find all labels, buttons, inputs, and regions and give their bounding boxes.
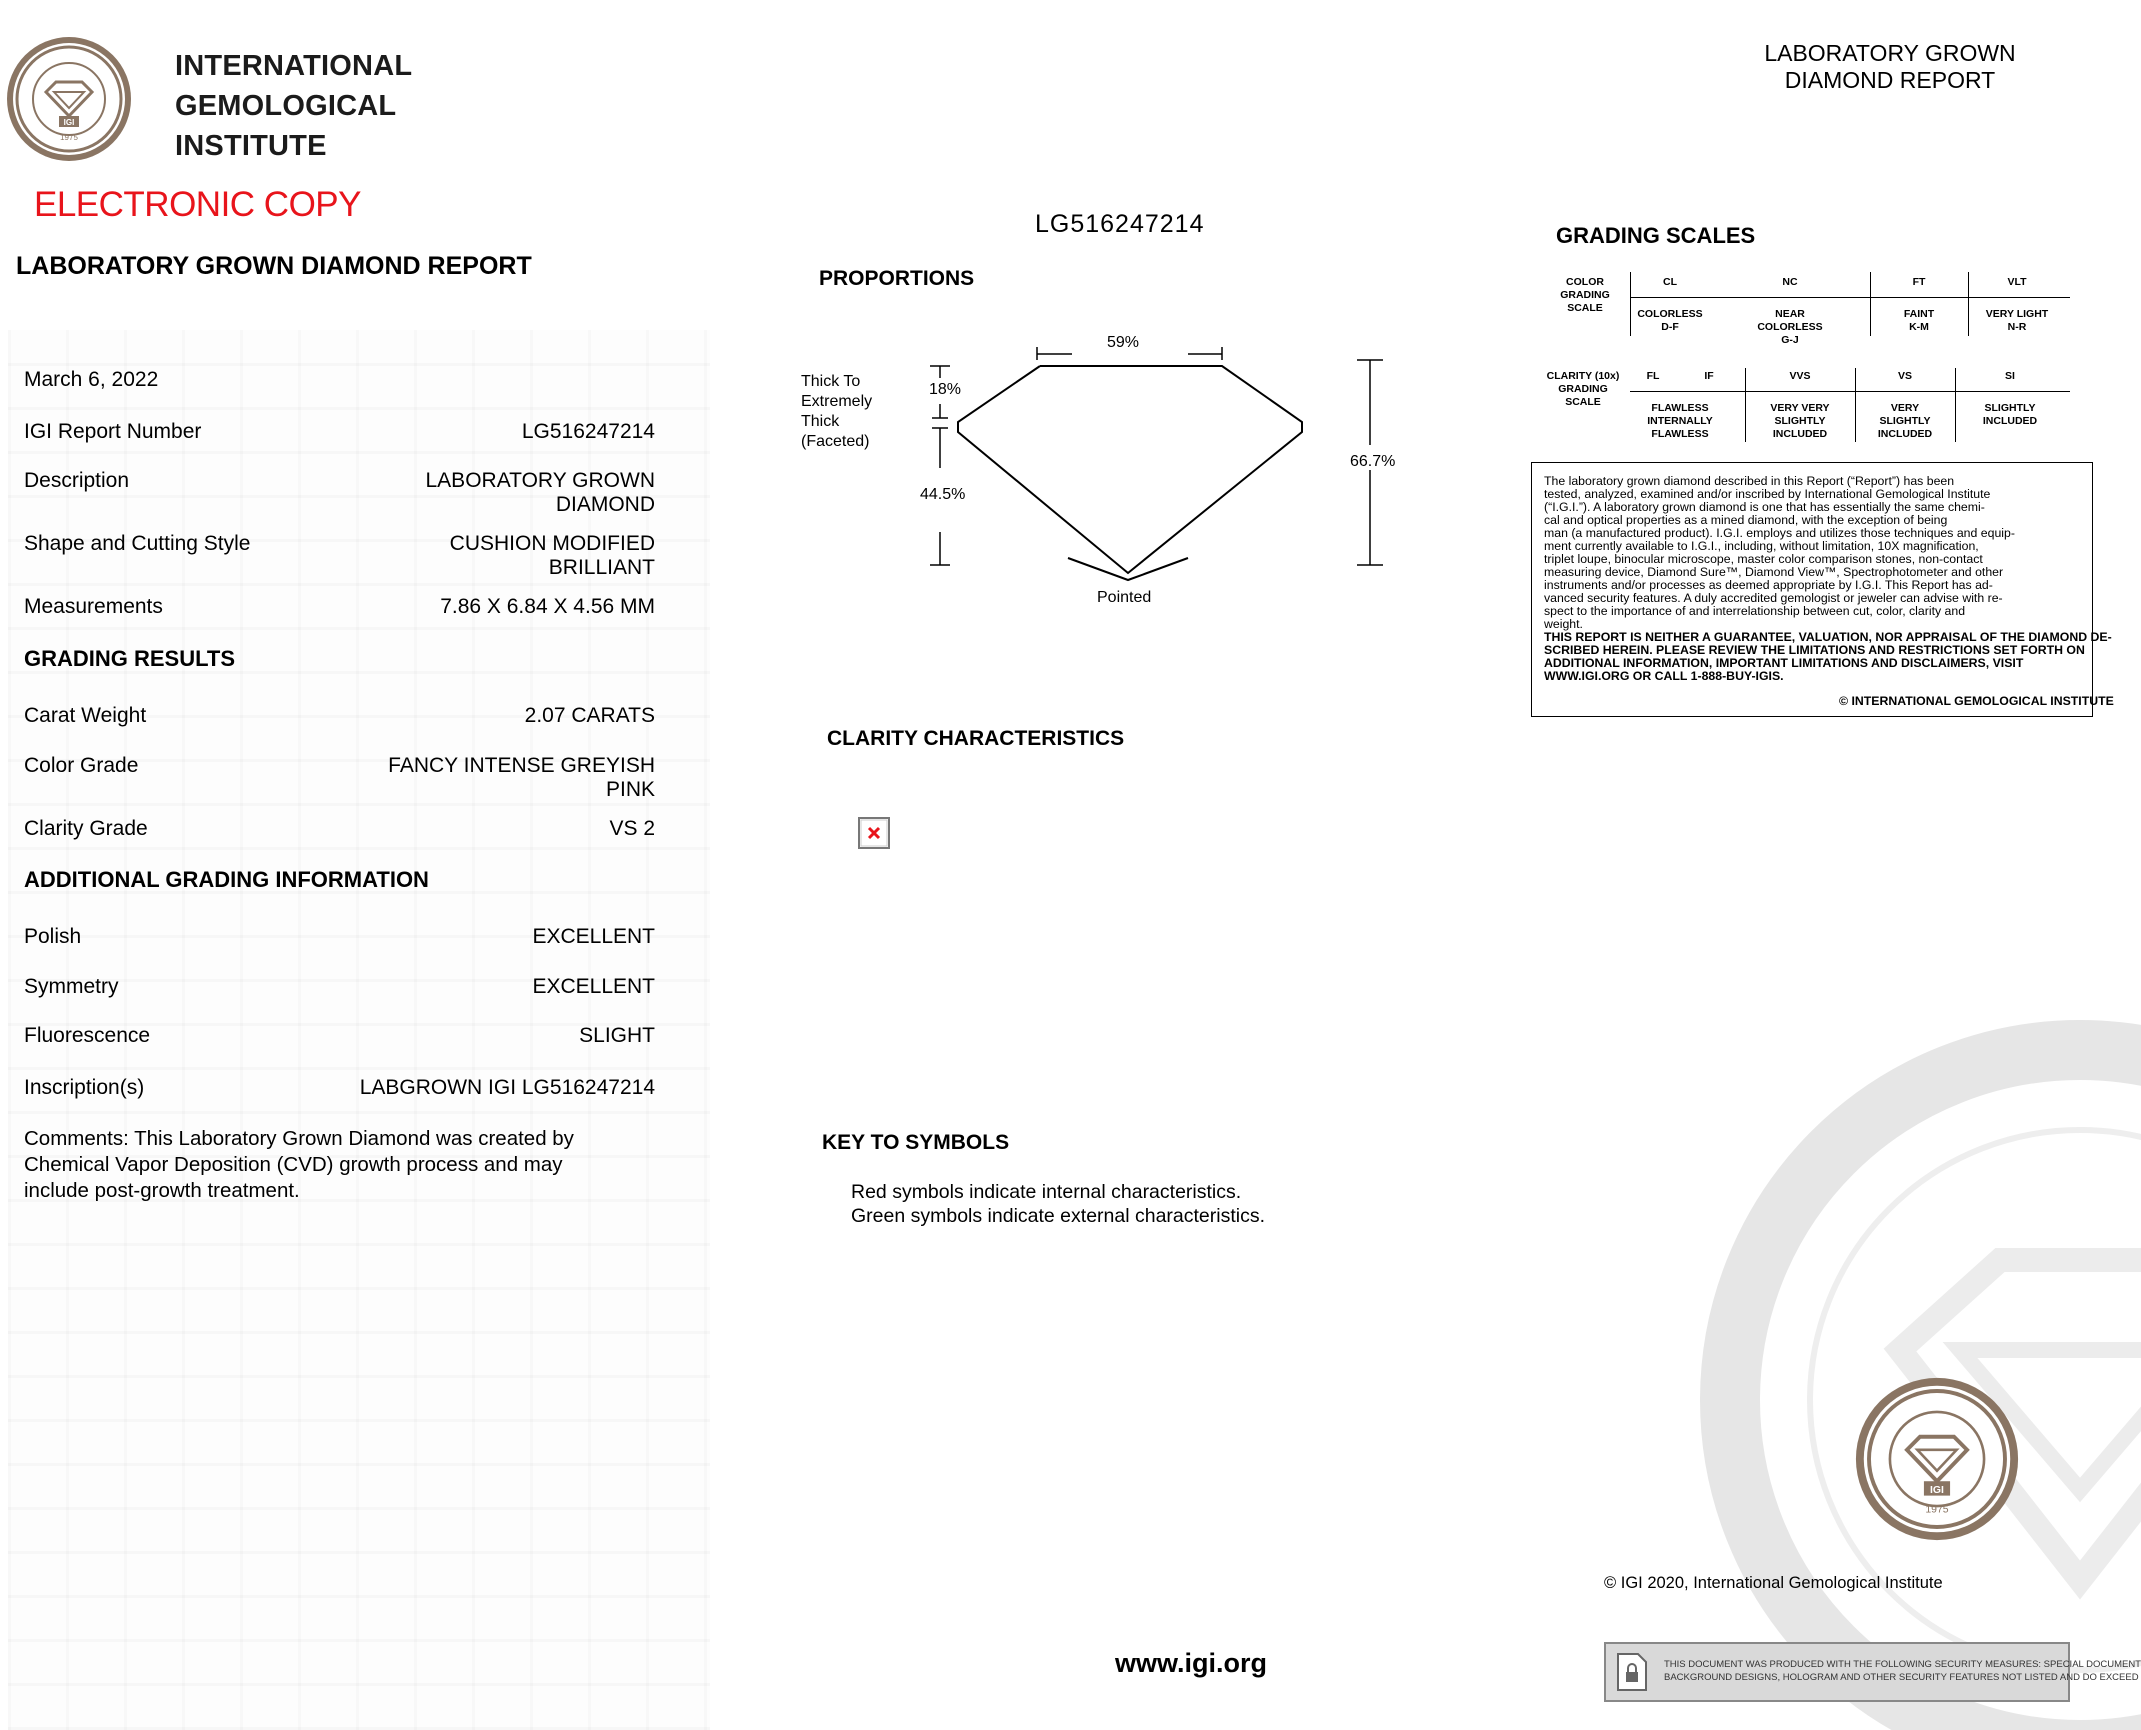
desc-line: NEAR — [1775, 308, 1805, 320]
disclaimer-line: man (a manufactured product). I.G.I. employs and utilizes those techniques and equip- — [1544, 526, 2015, 540]
desc-line: FLAWLESS — [1651, 402, 1709, 414]
clarity-grade-fl-code: FL — [1646, 370, 1660, 382]
disclaimer-line: weight. — [1544, 617, 1583, 631]
desc-line: D-F — [1661, 321, 1679, 333]
field-label: Polish — [24, 925, 82, 948]
disclaimer-line: vanced security features. A duly accredited gemologist or jeweler can advise with re- — [1544, 591, 2003, 605]
report-title: LABORATORY GROWN DIAMOND REPORT — [16, 252, 532, 280]
diamond-profile-outline — [958, 366, 1302, 573]
disclaimer-line: spect to the importance of and interrelationship between cut, color, clarity and — [1544, 604, 1966, 618]
desc-line: N-R — [2007, 321, 2027, 333]
disclaimer-line: ment currently available to I.G.I., including, without limitation, 10X magnification, — [1544, 539, 1979, 553]
color-scale-divider — [1630, 297, 2070, 298]
security-line: THIS DOCUMENT WAS PRODUCED WITH THE FOLLOWING SECURITY MEASURES: SPECIAL DOCUMENT — [1664, 1659, 2141, 1670]
clarity-grade-vs-desc — [1855, 402, 1955, 441]
desc-line: SLIGHTLY — [1984, 402, 2036, 414]
disclaimer-bold-line: THIS REPORT IS NEITHER A GUARANTEE, VALUATION, NOR APPRAISAL OF THE DIAMOND DE- — [1544, 630, 2112, 644]
institute-name-line: INSTITUTE — [175, 130, 327, 162]
color-grade-cl-desc — [1630, 308, 1710, 334]
key-to-symbols-text — [851, 1180, 1265, 1228]
desc-line: FAINT — [1903, 308, 1935, 320]
field-value — [388, 754, 655, 802]
color-scale-label — [1540, 276, 1630, 315]
grading-results-heading: GRADING RESULTS — [24, 646, 236, 671]
field-label: Clarity Grade — [24, 817, 148, 840]
institute-name — [175, 46, 412, 166]
crown-percentage: 18% — [929, 381, 962, 398]
field-value-line: FANCY INTENSE GREYISH — [388, 754, 655, 777]
scale-label-line: CLARITY (10x) — [1546, 370, 1620, 382]
field-value — [426, 469, 656, 517]
document-lock-icon — [1614, 1652, 1650, 1692]
color-grade-vlt-desc — [1968, 308, 2066, 334]
igi-seal-bottom — [1852, 1374, 2022, 1544]
disclaimer-line: measuring device, Diamond Sure™, Diamond View™, Spectrophotometer and other — [1544, 565, 2004, 579]
disclaimer-line: tested, analyzed, examined and/or inscribed by International Gemological Institute — [1544, 487, 1991, 501]
clarity-grade-vvs-desc — [1745, 402, 1855, 441]
desc-line: VERY LIGHT — [1985, 308, 2049, 320]
proportions-diagram — [790, 320, 1430, 620]
field-value-line: DIAMOND — [555, 493, 655, 516]
desc-line: INCLUDED — [1772, 428, 1828, 440]
disclaimer-line: triplet loupe, binocular microscope, master color comparison stones, non-contact — [1544, 552, 1983, 566]
field-label: Fluorescence — [24, 1024, 151, 1047]
comments-line: Chemical Vapor Deposition (CVD) growth process and may — [24, 1153, 563, 1176]
disclaimer-box — [1531, 462, 2114, 717]
desc-line: INCLUDED — [1982, 415, 2038, 427]
proportions-heading: PROPORTIONS — [819, 267, 975, 290]
table-percentage: 59% — [1107, 334, 1140, 351]
footer-copyright: © IGI 2020, International Gemological Institute — [1604, 1574, 1943, 1592]
clarity-grade-si-code: SI — [2005, 370, 2015, 382]
seal-mark-text: IGI — [63, 118, 75, 127]
desc-line: SLIGHTLY — [1879, 415, 1931, 427]
comments — [24, 1126, 674, 1204]
institute-name-line: GEMOLOGICAL — [175, 90, 397, 122]
clarity-grade-vs-code: VS — [1897, 370, 1912, 382]
field-value: 2.07 CARATS — [524, 704, 655, 727]
disclaimer-line: instruments and/or processes as deemed appropriate by I.G.I. This Report has ad- — [1544, 578, 1993, 592]
desc-line: G-J — [1781, 334, 1799, 346]
culet-marker — [1068, 558, 1188, 580]
comments-line: include post-growth treatment. — [24, 1179, 300, 1202]
disclaimer-copyright: © INTERNATIONAL GEMOLOGICAL INSTITUTE — [1839, 694, 2114, 708]
field-value — [450, 532, 655, 580]
security-line: BACKGROUND DESIGNS, HOLOGRAM AND OTHER SECURITY FEATURES NOT LISTED AND DO EXCEED — [1664, 1672, 2139, 1683]
field-label: Symmetry — [24, 975, 119, 998]
girdle-description — [801, 372, 872, 452]
field-label: Description — [24, 469, 130, 492]
comments-line: Comments: This Laboratory Grown Diamond was created by — [24, 1127, 574, 1150]
pavilion-percentage: 44.5% — [920, 486, 966, 503]
disclaimer-line: The laboratory grown diamond described in this Report (“Report”) has been — [1544, 474, 1955, 488]
grading-scales-heading: GRADING SCALES — [1556, 223, 1756, 248]
report-type-line: DIAMOND REPORT — [1784, 67, 1996, 93]
report-date: March 6, 2022 — [24, 368, 159, 391]
field-value-line: PINK — [605, 778, 655, 801]
key-line: Green symbols indicate external characteristics. — [851, 1205, 1266, 1227]
seal-year-text: 1975 — [1925, 1504, 1949, 1516]
field-label: Carat Weight — [24, 704, 147, 727]
security-notice-strip — [1604, 1642, 2141, 1702]
seal-year-text: 1975 — [60, 133, 78, 142]
field-value: EXCELLENT — [532, 925, 655, 948]
desc-line: K-M — [1909, 321, 1929, 333]
clarity-scale-divider — [1630, 391, 2070, 392]
disclaimer-line: (“I.G.I.”). A laboratory grown diamond is one that has essentially the same chemi- — [1544, 500, 1985, 514]
field-label: Measurements — [24, 595, 163, 618]
clarity-characteristics-heading: CLARITY CHARACTERISTICS — [827, 727, 1125, 750]
field-value: LABGROWN IGI LG516247214 — [359, 1076, 655, 1099]
website-link[interactable]: www.igi.org — [1115, 1648, 1267, 1678]
desc-line: COLORLESS — [1757, 321, 1823, 333]
scale-label-line: GRADING — [1558, 383, 1608, 395]
disclaimer-bold-line: WWW.IGI.ORG OR CALL 1-888-BUY-IGIS. — [1544, 669, 1784, 683]
field-value: SLIGHT — [579, 1024, 655, 1047]
culet-label: Pointed — [1097, 589, 1152, 606]
report-type-header — [1700, 40, 2080, 94]
scale-label-line: SCALE — [1565, 396, 1601, 408]
field-value-line: CUSHION MODIFIED — [449, 532, 655, 555]
clarity-grade-vvs-code: VVS — [1789, 370, 1811, 382]
girdle-line: Thick — [801, 413, 840, 430]
desc-line: INCLUDED — [1877, 428, 1933, 440]
report-number-center: LG516247214 — [1035, 210, 1205, 238]
field-value: EXCELLENT — [532, 975, 655, 998]
desc-line: FLAWLESS — [1651, 428, 1709, 440]
girdle-line: (Faceted) — [801, 433, 870, 450]
key-line: Red symbols indicate internal characteristics. — [851, 1181, 1242, 1203]
security-notice-text — [1664, 1658, 2141, 1684]
field-value-line: BRILLIANT — [548, 556, 655, 579]
institute-name-line: INTERNATIONAL — [175, 50, 413, 82]
clarity-grade-si-desc — [1955, 402, 2065, 428]
field-value: 7.86 X 6.84 X 4.56 MM — [440, 595, 655, 618]
key-to-symbols-heading: KEY TO SYMBOLS — [822, 1131, 1010, 1154]
girdle-line: Extremely — [801, 393, 873, 410]
report-type-line: LABORATORY GROWN — [1764, 40, 2016, 66]
field-value: VS 2 — [609, 817, 655, 840]
additional-grading-heading: ADDITIONAL GRADING INFORMATION — [24, 867, 429, 892]
disclaimer-bold-line: ADDITIONAL INFORMATION, IMPORTANT LIMITATIONS AND DISCLAIMERS, VISIT — [1544, 656, 2024, 670]
color-grade-ft-desc — [1870, 308, 1968, 334]
total-depth-percentage: 66.7% — [1350, 453, 1396, 470]
field-label: Inscription(s) — [24, 1076, 145, 1099]
desc-line: SLIGHTLY — [1774, 415, 1826, 427]
color-grade-ft-code: FT — [1912, 276, 1926, 288]
field-value: LG516247214 — [521, 420, 655, 443]
color-grade-nc-code: NC — [1782, 276, 1798, 288]
scale-label-line: SCALE — [1567, 302, 1603, 314]
field-label: Color Grade — [24, 754, 139, 777]
clarity-grade-if-code: IF — [1704, 370, 1714, 382]
field-label: Shape and Cutting Style — [24, 532, 251, 555]
desc-line: INTERNALLY — [1647, 415, 1713, 427]
color-grade-cl-code: CL — [1663, 276, 1677, 288]
disclaimer-line: cal and optical properties as a mined diamond, with the exception of being — [1544, 513, 1948, 527]
desc-line: COLORLESS — [1637, 308, 1703, 320]
seal-mark-text: IGI — [1930, 1485, 1944, 1496]
electronic-copy-label: ELECTRONIC COPY — [34, 185, 361, 224]
desc-line: VERY VERY — [1770, 402, 1830, 414]
field-value-line: LABORATORY GROWN — [425, 469, 655, 492]
clarity-grade-fl-desc — [1630, 402, 1730, 441]
field-label: IGI Report Number — [24, 420, 202, 443]
clarity-scale-label — [1536, 370, 1630, 409]
scale-label-line: COLOR — [1566, 276, 1604, 288]
broken-image-icon — [858, 817, 890, 849]
desc-line: VERY — [1890, 402, 1920, 414]
color-grade-nc-desc — [1740, 308, 1840, 347]
color-grade-vlt-code: VLT — [2007, 276, 2027, 288]
igi-seal-logo — [4, 34, 134, 164]
scale-label-line: GRADING — [1560, 289, 1610, 301]
disclaimer-bold-line: SCRIBED HEREIN. PLEASE REVIEW THE LIMITATIONS AND RESTRICTIONS SET FORTH ON — [1544, 643, 2085, 657]
girdle-line: Thick To — [801, 373, 861, 390]
